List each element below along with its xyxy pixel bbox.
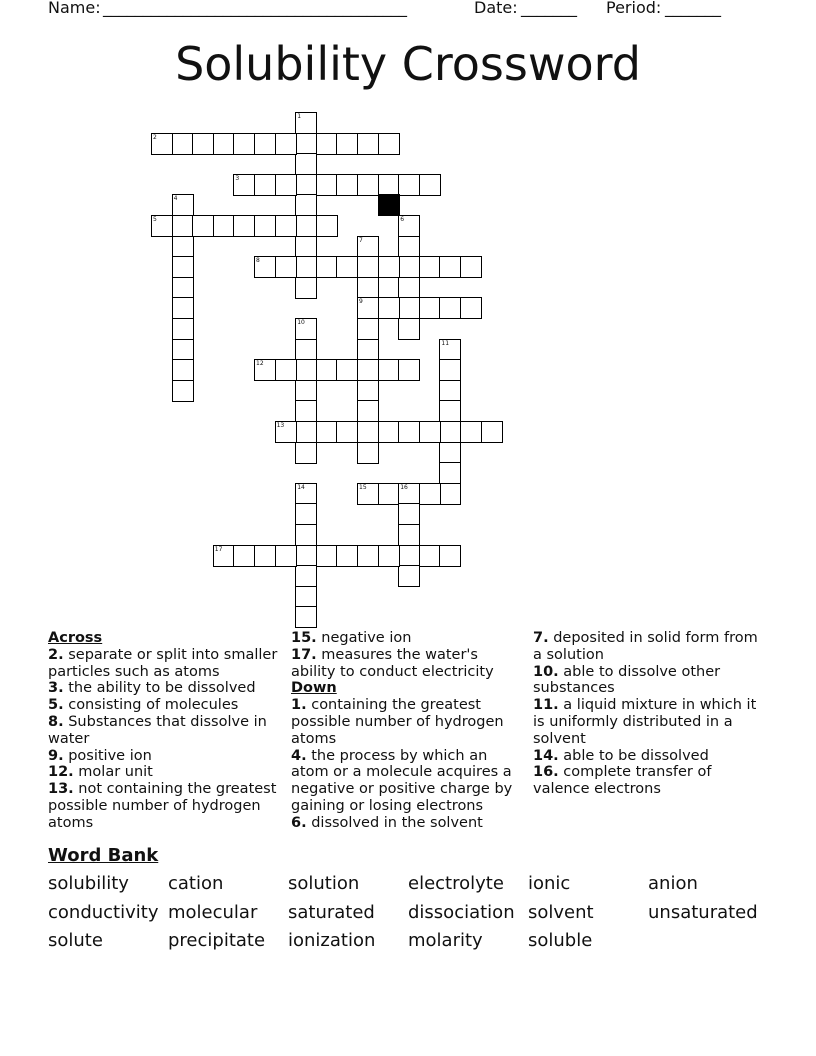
crossword-cell[interactable] — [172, 339, 194, 361]
crossword-cell[interactable] — [357, 442, 379, 464]
cell-number: 10 — [297, 318, 305, 326]
crossword-cell[interactable] — [192, 215, 214, 237]
across-clue — [291, 630, 521, 647]
clue-number: 3. — [48, 680, 64, 697]
across-clue — [48, 714, 283, 748]
crossword-cell[interactable] — [172, 277, 194, 299]
clue-text: Substances that dissolve in water — [48, 713, 267, 747]
crossword-cell[interactable] — [172, 133, 194, 155]
crossword-cell[interactable] — [419, 483, 441, 505]
crossword-cell[interactable] — [336, 174, 358, 196]
word-bank-item: ionization — [288, 930, 376, 951]
crossword-cell[interactable] — [357, 545, 379, 567]
crossword-cell[interactable] — [295, 565, 317, 587]
across-clue — [291, 647, 521, 681]
crossword-cell[interactable] — [316, 256, 338, 278]
crossword-cell[interactable] — [316, 133, 338, 155]
clue-number: 12. — [48, 764, 74, 781]
cell-number: 2 — [153, 133, 157, 141]
down-clue — [533, 748, 768, 765]
across-clue — [48, 647, 283, 681]
crossword-cell[interactable] — [151, 133, 173, 155]
clue-number: 9. — [48, 747, 64, 764]
crossword-cell[interactable] — [439, 442, 461, 464]
clue-number: 14. — [533, 747, 559, 764]
crossword-cell[interactable] — [295, 112, 317, 134]
across-clues-list — [48, 647, 283, 832]
word-bank-item: solution — [288, 873, 360, 894]
crossword-cell[interactable] — [254, 256, 276, 278]
clue-number: 16. — [533, 764, 559, 781]
crossword-cell[interactable] — [357, 277, 379, 299]
word-bank-item: anion — [648, 873, 698, 894]
crossword-cell[interactable] — [275, 133, 297, 155]
crossword-cell[interactable] — [295, 194, 317, 216]
crossword-cell[interactable] — [316, 215, 338, 237]
across-clue — [48, 781, 283, 831]
down-clue — [291, 748, 521, 815]
crossword-cell[interactable] — [295, 318, 317, 340]
crossword-cell[interactable] — [378, 174, 400, 196]
word-bank-item: electrolyte — [408, 873, 504, 894]
crossword-cell[interactable] — [398, 174, 420, 196]
crossword-cell[interactable] — [295, 215, 317, 237]
crossword-cell[interactable] — [378, 545, 400, 567]
crossword-cell[interactable] — [378, 133, 400, 155]
clue-number: 6. — [291, 814, 307, 831]
crossword-cell[interactable] — [295, 524, 317, 546]
cell-number: 6 — [400, 215, 405, 223]
crossword-cell[interactable] — [357, 297, 379, 319]
crossword-cell[interactable] — [295, 174, 317, 196]
down-clue — [533, 764, 768, 798]
crossword-cell[interactable] — [336, 133, 358, 155]
crossword-cell[interactable] — [151, 215, 173, 237]
crossword-cell[interactable] — [398, 277, 420, 299]
crossword-cell[interactable] — [419, 174, 441, 196]
crossword-cell[interactable] — [275, 256, 297, 278]
crossword-cell[interactable] — [357, 380, 379, 402]
crossword-cell[interactable] — [357, 174, 379, 196]
crossword-cell[interactable] — [378, 297, 400, 319]
clue-number: 13. — [48, 781, 74, 798]
crossword-cell[interactable] — [295, 339, 317, 361]
crossword-cell[interactable] — [295, 545, 317, 567]
crossword-cell[interactable] — [316, 421, 338, 443]
clues-column-3 — [533, 630, 768, 798]
crossword-cell[interactable] — [398, 503, 420, 525]
crossword-cell[interactable] — [398, 236, 420, 258]
period-blank[interactable]: _______ — [665, 0, 721, 17]
crossword-cell[interactable] — [172, 359, 194, 381]
word-bank-item: ionic — [528, 873, 571, 894]
down-clue — [291, 815, 521, 832]
clue-text: molar unit — [73, 764, 153, 781]
cell-number: 17 — [214, 545, 223, 553]
crossword-cell[interactable] — [336, 421, 358, 443]
crossword-cell[interactable] — [398, 297, 420, 319]
crossword-cell[interactable] — [439, 400, 461, 422]
cell-number: 4 — [173, 195, 178, 203]
clue-number: 8. — [48, 713, 64, 730]
clue-number: 1. — [291, 697, 307, 714]
crossword-cell[interactable] — [275, 215, 297, 237]
cell-number: 1 — [297, 112, 302, 120]
crossword-cell[interactable] — [460, 297, 482, 319]
crossword-cell[interactable] — [336, 256, 358, 278]
crossword-cell[interactable] — [172, 318, 194, 340]
word-bank-item: precipitate — [168, 930, 266, 951]
clue-text: the process by which an atom or a molecule acquires a negative or positive charge by gaining or losing electrons — [291, 747, 513, 814]
crossword-cell[interactable] — [295, 483, 317, 505]
crossword-cell[interactable] — [295, 586, 317, 608]
crossword-cell[interactable] — [295, 153, 317, 175]
crossword-cell[interactable] — [357, 421, 379, 443]
clue-number: 2. — [48, 646, 64, 663]
crossword-cell[interactable] — [275, 174, 297, 196]
crossword-cell[interactable] — [398, 565, 420, 587]
crossword-cell[interactable] — [213, 133, 235, 155]
clue-text: able to dissolve other substances — [533, 663, 721, 697]
down-clue — [533, 630, 768, 664]
crossword-cell[interactable] — [357, 318, 379, 340]
crossword-cell[interactable] — [213, 545, 235, 567]
crossword-cell[interactable] — [172, 236, 194, 258]
crossword-cell[interactable] — [172, 380, 194, 402]
down-clues-list-cont — [533, 630, 768, 798]
crossword-cell[interactable] — [213, 215, 235, 237]
crossword-cell[interactable] — [481, 421, 503, 443]
cell-number: 7 — [359, 236, 363, 244]
clue-text: able to be dissolved — [558, 747, 709, 764]
crossword-cell[interactable] — [295, 277, 317, 299]
crossword-cell[interactable] — [295, 606, 317, 628]
crossword-cell[interactable] — [295, 400, 317, 422]
clue-text: a liquid mixture in which it is uniformly distributed in a solvent — [533, 697, 757, 747]
crossword-cell[interactable] — [172, 256, 194, 278]
crossword-cell[interactable] — [295, 256, 317, 278]
word-bank-item: molarity — [408, 930, 483, 951]
crossword-cell[interactable] — [316, 359, 338, 381]
cell-number: 11 — [441, 339, 450, 347]
down-clue — [533, 664, 768, 698]
across-heading: Across — [48, 630, 103, 646]
clue-text: containing the greatest possible number of hydrogen atoms — [291, 697, 504, 747]
cell-number: 16 — [400, 483, 408, 491]
cell-number: 5 — [153, 215, 157, 223]
word-bank-item: solubility — [48, 873, 129, 894]
crossword-cell[interactable] — [419, 256, 441, 278]
clue-text: measures the water's ability to conduct electricity — [291, 646, 494, 680]
crossword-cell[interactable] — [439, 462, 461, 484]
crossword-cell[interactable] — [254, 545, 276, 567]
crossword-cell[interactable] — [439, 380, 461, 402]
cell-number: 13 — [276, 421, 285, 429]
crossword-cell[interactable] — [378, 256, 400, 278]
crossword-cell[interactable] — [439, 256, 461, 278]
crossword-cell[interactable] — [357, 133, 379, 155]
crossword-cell[interactable] — [316, 174, 338, 196]
clue-number: 11. — [533, 697, 559, 714]
black-cell — [378, 194, 400, 216]
down-heading: Down — [291, 680, 337, 697]
crossword-cell[interactable] — [295, 442, 317, 464]
crossword-cell[interactable] — [419, 545, 441, 567]
crossword-cell[interactable] — [357, 359, 379, 381]
crossword-cell[interactable] — [192, 133, 214, 155]
across-clue — [48, 748, 283, 765]
word-bank-title: Word Bank — [48, 845, 159, 866]
crossword-cell[interactable] — [439, 359, 461, 381]
crossword-cell[interactable] — [439, 421, 461, 443]
crossword-cell[interactable] — [439, 297, 461, 319]
crossword-cell[interactable] — [398, 421, 420, 443]
crossword-cell[interactable] — [357, 400, 379, 422]
crossword-cell[interactable] — [172, 297, 194, 319]
crossword-cell[interactable] — [439, 545, 461, 567]
word-bank-item: unsaturated — [648, 902, 758, 923]
crossword-cell[interactable] — [398, 483, 420, 505]
crossword-cell[interactable] — [172, 194, 194, 216]
crossword-cell[interactable] — [357, 339, 379, 361]
crossword-cell[interactable] — [254, 215, 276, 237]
crossword-cell[interactable] — [316, 545, 338, 567]
crossword-cell[interactable] — [295, 133, 317, 155]
crossword-cell[interactable] — [275, 421, 297, 443]
page-title: Solubility Crossword — [175, 37, 641, 91]
crossword-cell[interactable] — [398, 215, 420, 237]
cell-number: 9 — [359, 298, 363, 306]
crossword-cell[interactable] — [254, 359, 276, 381]
across-clue — [48, 680, 283, 697]
crossword-cell[interactable] — [172, 215, 194, 237]
name-label: Name: — [48, 0, 101, 17]
crossword-cell[interactable] — [233, 133, 255, 155]
clue-text: positive ion — [63, 747, 152, 764]
clue-number: 4. — [291, 747, 307, 764]
down-clues-list — [291, 697, 521, 831]
crossword-cell[interactable] — [378, 421, 400, 443]
word-bank-item: cation — [168, 873, 224, 894]
crossword-cell[interactable] — [378, 359, 400, 381]
crossword-cell[interactable] — [439, 483, 461, 505]
crossword-cell[interactable] — [398, 359, 420, 381]
name-blank[interactable]: ______________________________________ — [103, 0, 407, 17]
clue-text: dissolved in the solvent — [306, 814, 483, 831]
crossword-cell[interactable] — [398, 545, 420, 567]
crossword-cell[interactable] — [439, 339, 461, 361]
clue-number: 10. — [533, 663, 559, 680]
word-bank-item: saturated — [288, 902, 375, 923]
across-clues-list-cont — [291, 630, 521, 680]
clue-text: negative ion — [316, 630, 412, 646]
date-blank[interactable]: _______ — [521, 0, 577, 17]
down-clue — [533, 697, 768, 747]
period-label: Period: — [606, 0, 662, 17]
clue-text: consisting of molecules — [63, 697, 239, 714]
crossword-cell[interactable] — [295, 503, 317, 525]
across-clue — [48, 764, 283, 781]
across-clue — [48, 697, 283, 714]
crossword-cell[interactable] — [378, 483, 400, 505]
clues-column-1 — [48, 630, 283, 832]
crossword-cell[interactable] — [419, 421, 441, 443]
crossword-cell[interactable] — [398, 256, 420, 278]
crossword-cell[interactable] — [295, 421, 317, 443]
crossword-cell[interactable] — [233, 215, 255, 237]
clue-text: not containing the greatest possible number of hydrogen atoms — [48, 781, 277, 831]
clue-text: deposited in solid form from a solution — [533, 630, 758, 663]
clue-number: 17. — [291, 646, 317, 663]
crossword-cell[interactable] — [254, 133, 276, 155]
clue-text: the ability to be dissolved — [63, 680, 256, 697]
crossword-cell[interactable] — [254, 174, 276, 196]
word-bank-item: molecular — [168, 902, 258, 923]
crossword-cell[interactable] — [419, 297, 441, 319]
date-label: Date: — [474, 0, 518, 17]
crossword-cell[interactable] — [233, 545, 255, 567]
word-bank-item: solvent — [528, 902, 594, 923]
word-bank-item: conductivity — [48, 902, 159, 923]
down-clue — [291, 697, 521, 747]
crossword-cell[interactable] — [357, 256, 379, 278]
crossword-cell[interactable] — [357, 483, 379, 505]
crossword-cell[interactable] — [275, 359, 297, 381]
cell-number: 14 — [297, 483, 305, 491]
cell-number: 3 — [235, 174, 240, 182]
clue-text: complete transfer of valence electrons — [533, 764, 712, 798]
cell-number: 8 — [256, 257, 260, 265]
cell-number: 15 — [359, 483, 367, 491]
crossword-cell[interactable] — [295, 380, 317, 402]
clue-number: 15. — [291, 630, 317, 646]
crossword-cell[interactable] — [460, 421, 482, 443]
word-bank-item: solute — [48, 930, 103, 951]
clue-text: separate or split into smaller particles such as atoms — [48, 646, 278, 680]
crossword-cell[interactable] — [357, 236, 379, 258]
crossword-cell[interactable] — [460, 256, 482, 278]
clue-number: 7. — [533, 630, 549, 646]
word-bank-item: dissociation — [408, 902, 515, 923]
crossword-cell[interactable] — [275, 545, 297, 567]
crossword-cell[interactable] — [398, 318, 420, 340]
word-bank-item: soluble — [528, 930, 593, 951]
clues-column-2 — [291, 630, 521, 832]
crossword-cell[interactable] — [398, 524, 420, 546]
crossword-cell[interactable] — [336, 359, 358, 381]
clue-number: 5. — [48, 697, 64, 714]
cell-number: 12 — [256, 360, 264, 368]
crossword-cell[interactable] — [336, 545, 358, 567]
crossword-cell[interactable] — [295, 236, 317, 258]
crossword-cell[interactable] — [233, 174, 255, 196]
crossword-cell[interactable] — [295, 359, 317, 381]
